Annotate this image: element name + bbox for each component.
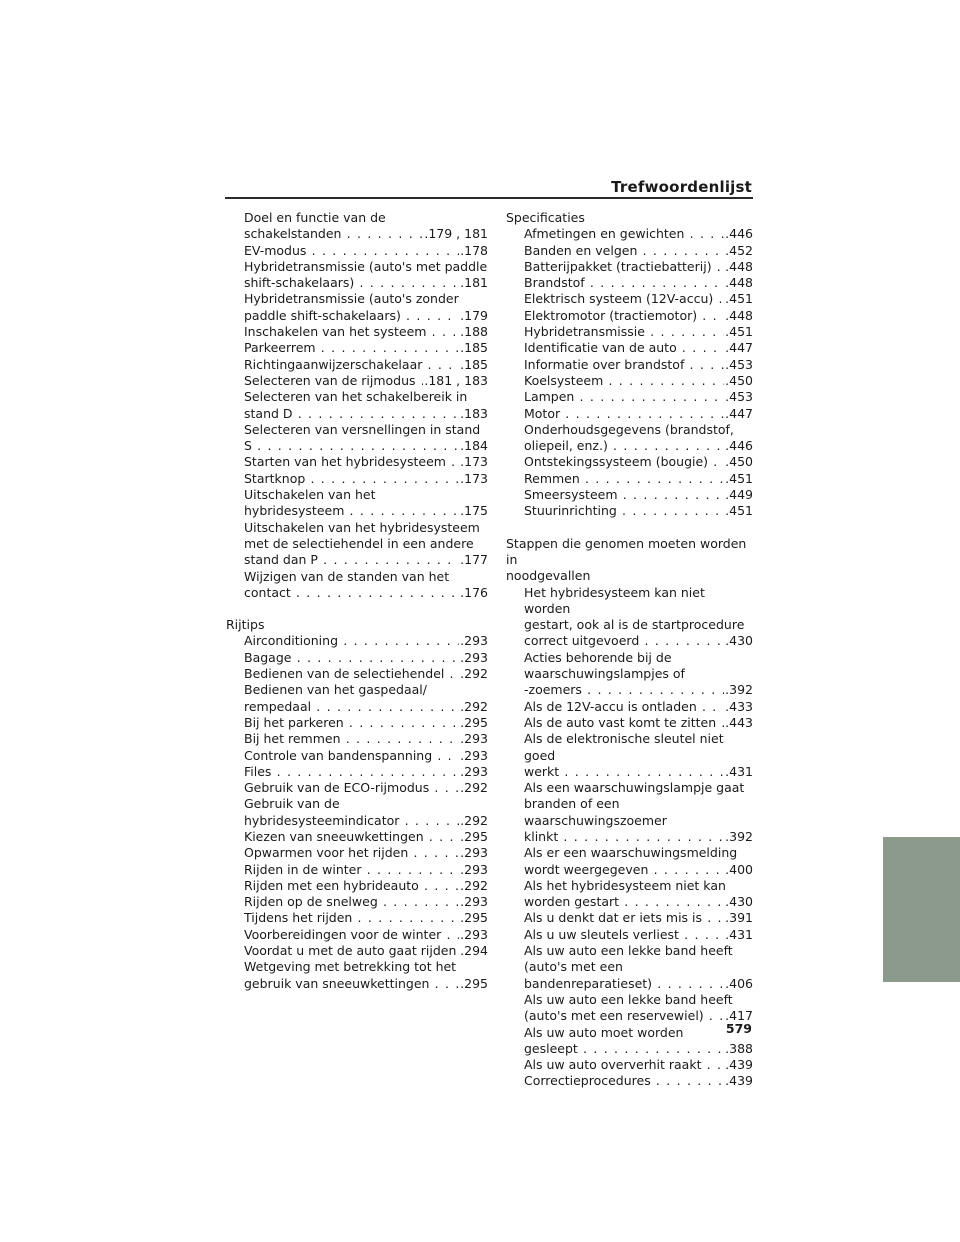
index-entry	[226, 845, 488, 861]
index-entry-text: Motor . . .	[524, 406, 724, 422]
index-entry	[226, 894, 488, 910]
index-entry	[506, 373, 753, 389]
index-entry-text: Rijden met een hybrideauto . . .	[244, 878, 459, 894]
index-entry-page: .292	[460, 877, 488, 893]
index-entry	[506, 715, 753, 731]
index-entry-text: Hybridetransmissie . . .	[524, 324, 724, 340]
index-entry-text: contact . . .	[244, 585, 459, 601]
index-entry	[226, 829, 488, 845]
index-entry-text: shift-schakelaars) . . .	[244, 275, 459, 291]
index-entry-page: .295	[460, 828, 488, 844]
index-entry-text: Identificatie van de auto . . .	[524, 340, 724, 356]
index-entry	[226, 422, 488, 455]
index-entry	[506, 503, 753, 519]
index-entry-text: waarschuwingslampjes of	[524, 666, 685, 682]
index-entry	[506, 487, 753, 503]
index-entry	[226, 927, 488, 943]
index-entry-page: .446	[725, 226, 753, 242]
index-entry-text: branden of een waarschuwingszoemer	[524, 796, 667, 828]
index-entry	[226, 748, 488, 764]
index-entry	[506, 927, 753, 943]
index-entry	[226, 569, 488, 602]
index-entry-page: .293	[460, 731, 488, 747]
index-entry-page: .292	[460, 698, 488, 714]
index-entry-text: klinkt . . .	[524, 829, 724, 845]
index-entry-page: .439	[725, 1057, 753, 1073]
index-entry	[506, 650, 753, 699]
index-group-title: noodgevallen	[506, 568, 591, 584]
index-entry-text: wordt weergegeven . . .	[524, 862, 724, 878]
index-entry-text: Selecteren van het schakelbereik in	[244, 389, 468, 405]
index-entry-page: .448	[725, 307, 753, 323]
index-entry-text: bandenreparatieset) . . .	[524, 976, 724, 992]
index-entry-text: Bedienen van het gaspedaal/	[244, 682, 427, 698]
index-entry	[226, 471, 488, 487]
index-entry-page: .295	[460, 975, 488, 991]
index-entry-page: .183	[460, 405, 488, 421]
index-entry-text: Stuurinrichting . . .	[524, 503, 724, 519]
index-entry-text: Doel en functie van de	[244, 210, 386, 225]
index-entry-text: gebruik van sneeuwkettingen . . .	[244, 976, 459, 992]
index-entry	[226, 454, 488, 470]
index-entry-text: Banden en velgen . . .	[524, 243, 724, 259]
index-entry	[506, 471, 753, 487]
index-entry-page: .181 , 183	[424, 372, 488, 388]
index-entry	[226, 910, 488, 926]
index-entry-page: .392	[725, 828, 753, 844]
index-entry	[506, 585, 753, 650]
index-entry	[506, 878, 753, 911]
index-entry-text: Koelsysteem . . .	[524, 373, 724, 389]
index-entry	[506, 943, 753, 992]
index-entry-text: Als de elektronische sleutel niet goed	[524, 731, 724, 763]
index-entry-page: .430	[725, 633, 753, 649]
page-number: 579	[725, 1021, 752, 1036]
index-entry	[226, 943, 488, 959]
index-entry	[506, 992, 753, 1025]
index-entry-page: .294	[460, 943, 488, 959]
index-entry-page: .292	[460, 780, 488, 796]
index-entry-text: Ontstekingssysteem (bougie) . . .	[524, 454, 724, 470]
index-entry-text: Files . . .	[244, 764, 459, 780]
index-entry-text: Opwarmen voor het rijden . . .	[244, 845, 459, 861]
index-entry-page: .173	[460, 454, 488, 470]
index-entry-page: .433	[725, 698, 753, 714]
index-entry	[226, 959, 488, 992]
index-entry-text: EV-modus . . .	[244, 243, 459, 259]
index-entry	[506, 699, 753, 715]
index-entry-page: .451	[725, 291, 753, 307]
index-entry	[506, 1073, 753, 1089]
index-entry-text: Parkeerrem . . .	[244, 340, 459, 356]
index-entry	[506, 845, 753, 878]
index-entry-page: .293	[460, 747, 488, 763]
index-entry-text: Rijden in de winter . . .	[244, 862, 459, 878]
index-entry-page: .185	[460, 356, 488, 372]
index-entry-text: Rijden op de snelweg . . .	[244, 894, 459, 910]
index-entry-text: Batterijpakket (tractiebatterij) . . .	[524, 259, 724, 275]
index-entry-text: Onderhoudsgegevens (brandstof,	[524, 421, 734, 437]
index-entry	[506, 1025, 753, 1058]
index-entry-text: Als de 12V-accu is ontladen . . .	[524, 699, 724, 715]
index-entry-text: Als een waarschuwingslampje gaat	[524, 780, 745, 796]
index-entry-text: Als uw auto moet worden	[524, 1024, 684, 1040]
index-entry-text: rempedaal . . .	[244, 699, 459, 715]
index-entry-page: .391	[725, 910, 753, 926]
index-entry-page: .450	[725, 372, 753, 388]
index-entry-page: .453	[725, 389, 753, 405]
index-entry	[226, 243, 488, 259]
index-entry-page: .406	[725, 975, 753, 991]
index-entry-page: .293	[460, 633, 488, 649]
index-entry-page: .448	[725, 275, 753, 291]
index-entry	[226, 633, 488, 649]
index-entry	[226, 357, 488, 373]
index-entry	[226, 373, 488, 389]
index-entry-page: .184	[460, 438, 488, 454]
index-entry-text: Kiezen van sneeuwkettingen . . .	[244, 829, 459, 845]
index-entry-page: .293	[460, 861, 488, 877]
index-entry-text: Lampen . . .	[524, 389, 724, 405]
index-entry-text: Smeersysteem . . .	[524, 487, 724, 503]
index-entry-text: met de selectiehendel in een andere	[244, 535, 474, 551]
index-entry-page: .293	[460, 763, 488, 779]
index-entry-text: Bedienen van de selectiehendel . . .	[244, 666, 459, 682]
index-entry-text: oliepeil, enz.) . . .	[524, 438, 724, 454]
index-entry-text: Tijdens het rijden . . .	[244, 910, 459, 926]
index-entry	[506, 243, 753, 259]
index-column-right	[506, 210, 753, 1090]
index-entry	[506, 1057, 753, 1073]
page-header-title: Trefwoordenlijst	[611, 178, 752, 196]
index-column-left	[226, 210, 488, 992]
index-entry-page: .179 , 181	[424, 226, 488, 242]
index-entry	[506, 259, 753, 275]
index-group	[506, 536, 753, 1090]
chapter-tab	[883, 837, 960, 982]
index-entry-text: Als er een waarschuwingsmelding	[524, 845, 738, 861]
index-entry-text: Correctieprocedures . . .	[524, 1073, 724, 1089]
index-entry-text: hybridesysteem . . .	[244, 503, 459, 519]
index-entry-page: .181	[460, 275, 488, 291]
index-entry-text: gesleept . . .	[524, 1041, 724, 1057]
index-entry-page: .446	[725, 438, 753, 454]
index-entry-text: Als de auto vast komt te zitten . . .	[524, 715, 724, 731]
index-entry-page: .175	[460, 503, 488, 519]
index-entry-page: .185	[460, 340, 488, 356]
index-entry-text: gestart, ook al is de startprocedure	[524, 617, 745, 633]
index-entry-text: Wetgeving met betrekking tot het	[244, 959, 457, 975]
index-entry-text: Elektromotor (tractiemotor) . . .	[524, 308, 724, 324]
index-entry-page: .451	[725, 503, 753, 519]
index-entry-text: Remmen . . .	[524, 471, 724, 487]
index-entry-page: .449	[725, 487, 753, 503]
index-entry-text: Als uw auto een lekke band heeft	[524, 943, 733, 959]
index-entry-text: schakelstanden . . .	[244, 226, 423, 242]
index-entry-text: Wijzigen van de standen van het	[244, 568, 450, 584]
index-entry-page: .293	[460, 649, 488, 665]
index-entry-text: Brandstof . . .	[524, 275, 724, 291]
index-entry-text: Uitschakelen van het	[244, 487, 376, 503]
index-entry	[506, 910, 753, 926]
index-entry-text: correct uitgevoerd . . .	[524, 633, 724, 649]
index-entry	[226, 291, 488, 324]
index-entry-text: Als u uw sleutels verliest . . .	[524, 927, 724, 943]
index-entry-page: .430	[725, 894, 753, 910]
index-entry-text: stand dan P . . .	[244, 552, 459, 568]
index-entry-text: Bij het remmen . . .	[244, 731, 459, 747]
index-entry	[226, 259, 488, 292]
index-entry-page: .443	[725, 714, 753, 730]
index-entry-page: .292	[460, 812, 488, 828]
index-group-title: Stappen die genomen moeten worden in	[506, 535, 747, 567]
index-entry-text: Voorbereidingen voor de winter . . .	[244, 927, 459, 943]
index-entry-text: Het hybridesysteem kan niet worden	[524, 584, 705, 616]
index-group	[226, 617, 488, 992]
index-entry-text: Bagage . . .	[244, 650, 459, 666]
index-entry-text: Gebruik van de ECO-rijmodus . . .	[244, 780, 459, 796]
index-entry	[226, 796, 488, 829]
index-entry	[226, 682, 488, 715]
index-entry-text: Selecteren van de rijmodus . . .	[244, 373, 423, 389]
index-entry-text: hybridesysteemindicator . . .	[244, 813, 459, 829]
index-entry	[506, 340, 753, 356]
index-entry	[506, 731, 753, 780]
index-entry-text: Hybridetransmissie (auto's zonder	[244, 291, 459, 307]
index-entry-page: .392	[725, 682, 753, 698]
index-entry-page: .293	[460, 926, 488, 942]
index-entry-page: .453	[725, 356, 753, 372]
index-entry-page: .188	[460, 324, 488, 340]
index-entry	[226, 878, 488, 894]
index-entry-text: Hybridetransmissie (auto's met paddle	[244, 258, 488, 274]
index-entry-page: .173	[460, 470, 488, 486]
index-group-title: Rijtips	[226, 617, 265, 633]
index-entry	[226, 731, 488, 747]
index-entry	[226, 210, 488, 243]
index-entry	[506, 780, 753, 845]
index-entry-page: .439	[725, 1073, 753, 1089]
index-entry-page: .388	[725, 1040, 753, 1056]
index-entry-page: .447	[725, 405, 753, 421]
index-entry	[226, 389, 488, 422]
index-entry-text: (auto's met een	[524, 959, 623, 975]
index-entry-text: Elektrisch systeem (12V-accu) . . .	[524, 291, 724, 307]
index-entry	[506, 406, 753, 422]
index-entry-text: Afmetingen en gewichten . . .	[524, 226, 724, 242]
index-entry-page: .451	[725, 324, 753, 340]
index-entry-text: Voordat u met de auto gaat rijden . . .	[244, 943, 459, 959]
index-entry-text: Als het hybridesysteem niet kan	[524, 877, 726, 893]
header-divider	[225, 197, 753, 199]
index-group	[226, 210, 488, 601]
index-entry	[226, 862, 488, 878]
index-entry-page: .451	[725, 470, 753, 486]
index-entry-text: (auto's met een reservewiel) . . .	[524, 1008, 724, 1024]
index-entry	[226, 715, 488, 731]
index-entry	[226, 340, 488, 356]
index-entry-text: Als uw auto een lekke band heeft	[524, 991, 733, 1007]
index-entry-text: Bij het parkeren . . .	[244, 715, 459, 731]
index-entry-text: Airconditioning . . .	[244, 633, 459, 649]
index-entry-text: stand D . . .	[244, 406, 459, 422]
index-entry-page: .431	[725, 926, 753, 942]
index-entry	[506, 226, 753, 242]
index-entry	[506, 275, 753, 291]
index-entry-page: .292	[460, 666, 488, 682]
index-entry-page: .452	[725, 242, 753, 258]
index-entry-text: werkt . . .	[524, 764, 724, 780]
index-entry	[506, 291, 753, 307]
index-entry-page: .178	[460, 242, 488, 258]
index-entry	[226, 666, 488, 682]
index-entry-text: worden gestart . . .	[524, 894, 724, 910]
index-entry-text: paddle shift-schakelaars) . . .	[244, 308, 459, 324]
index-entry-text: -zoemers . . .	[524, 682, 724, 698]
index-entry-text: Acties behorende bij de	[524, 649, 672, 665]
index-entry-text: Als uw auto oververhit raakt . . .	[524, 1057, 724, 1073]
index-entry-page: .176	[460, 584, 488, 600]
index-entry-text: Informatie over brandstof . . .	[524, 357, 724, 373]
index-entry	[226, 520, 488, 569]
index-entry-page: .417	[725, 1008, 753, 1024]
index-entry	[506, 357, 753, 373]
index-entry-text: Controle van bandenspanning . . .	[244, 748, 459, 764]
index-entry-page: .295	[460, 910, 488, 926]
index-entry-page: .293	[460, 894, 488, 910]
index-entry-page: .448	[725, 258, 753, 274]
index-entry-text: Als u denkt dat er iets mis is . . .	[524, 910, 724, 926]
index-entry	[506, 454, 753, 470]
index-entry-text: Starten van het hybridesysteem . . .	[244, 454, 459, 470]
index-entry-text: Uitschakelen van het hybridesysteem	[244, 519, 480, 535]
index-entry-page: .450	[725, 454, 753, 470]
index-entry-text: Inschakelen van het systeem . . .	[244, 324, 459, 340]
index-entry-page: .295	[460, 714, 488, 730]
index-entry	[226, 324, 488, 340]
index-entry	[226, 764, 488, 780]
index-group	[506, 210, 753, 520]
index-entry	[506, 422, 753, 455]
index-entry-text: Richtingaanwijzerschakelaar . . .	[244, 357, 459, 373]
index-entry-page: .431	[725, 763, 753, 779]
index-group-title: Specificaties	[506, 210, 585, 225]
index-entry	[506, 308, 753, 324]
index-entry-text: S . . .	[244, 438, 459, 454]
index-entry-text: Selecteren van versnellingen in stand	[244, 421, 481, 437]
index-entry	[226, 780, 488, 796]
index-entry-page: .400	[725, 861, 753, 877]
index-entry	[506, 324, 753, 340]
index-entry-page: .177	[460, 552, 488, 568]
index-entry	[226, 650, 488, 666]
index-entry-text: Gebruik van de	[244, 796, 340, 812]
index-entry-text: Startknop . . .	[244, 471, 459, 487]
index-entry-page: .293	[460, 845, 488, 861]
index-entry	[506, 389, 753, 405]
index-entry-page: .179	[460, 307, 488, 323]
index-entry-page: .447	[725, 340, 753, 356]
index-entry	[226, 487, 488, 520]
